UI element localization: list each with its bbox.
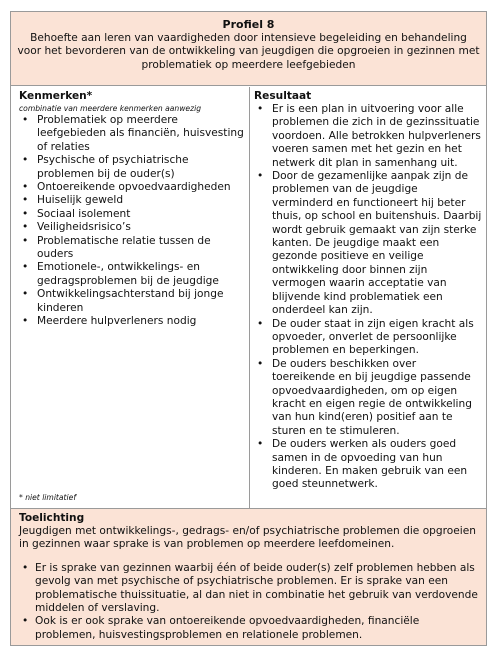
list-item: • Problematiek op meerdere leefgebieden als financiën, huisvesting of relaties xyxy=(19,114,245,154)
list-item: • De ouders werken als ouders goed samen in de opvoeding van hun kinderen. En maken gebruik van een goed steunnetwerk. xyxy=(254,438,482,492)
list-item: • Sociaal isolement xyxy=(19,208,245,221)
list-item: • Emotionele-, ontwikkelings- en gedragsproblemen bij de jeugdige xyxy=(19,261,245,288)
toelichting-section xyxy=(11,508,486,645)
list-item: • Door de gezamenlijke aanpak zijn de problemen van de jeugdige verminderd en functioneert hij beter thuis, op school en buitenshuis. Daarbij wordt gebruik gemaakt van zijn sterke kanten. De jeugdige maakt een gezonde positieve en veilige ontwikkeling door binnen zijn vermogen waarin acceptatie van blijvende kind problematiek een onderdeel kan zijn. xyxy=(254,170,482,317)
resultaat-heading: Resultaat xyxy=(254,90,312,102)
profile-header xyxy=(11,12,486,86)
list-item: • Meerdere hulpverleners nodig xyxy=(19,315,245,328)
profile-card xyxy=(10,11,487,646)
kenmerken-footnote: * niet limitatief xyxy=(19,493,76,502)
list-item: • Ontwikkelingsachterstand bij jonge kinderen xyxy=(19,288,245,315)
resultaat-column xyxy=(250,87,486,508)
toelichting-heading: Toelichting xyxy=(19,512,85,524)
kenmerken-column xyxy=(11,87,250,508)
toelichting-list xyxy=(19,562,480,642)
kenmerken-list xyxy=(19,114,245,329)
list-item: • Problematische relatie tussen de ouders xyxy=(19,235,245,262)
profile-title: Profiel 8 xyxy=(222,18,275,31)
list-item: • Er is sprake van gezinnen waarbij één of beide ouder(s) zelf problemen hebben als gevolg van met psychische of psychiatrische problemen. Er is sprake van een problematische thuissituatie, al dan niet in combinatie het gebruik van verdovende middelen of verslaving. xyxy=(19,562,480,616)
list-item: • Ontoereikende opvoedvaardigheden xyxy=(19,181,245,194)
resultaat-list xyxy=(254,103,482,492)
list-item: • Veiligheidsrisico’s xyxy=(19,221,245,234)
list-item: • Ook is er ook sprake van ontoereikende opvoedvaardigheden, financiële problemen, huisvestingsproblemen en relationele problemen. xyxy=(19,615,480,642)
profile-subtitle: Behoefte aan leren van vaardigheden door intensieve begeleiding en behandeling voor het bevorderen van de ontwikkeling van jeugdigen die opgroeien in gezinnen met problematiek op meerdere leefgebieden xyxy=(17,32,480,71)
toelichting-intro: Jeugdigen met ontwikkelings-, gedrags- en/of psychiatrische problemen die opgroeien in gezinnen waar sprake is van problemen op meerdere leefdomeinen. xyxy=(19,525,476,551)
list-item: • Huiselijk geweld xyxy=(19,194,245,207)
list-item: • De ouder staat in zijn eigen kracht als opvoeder, onverlet de persoonlijke problemen en beperkingen. xyxy=(254,318,482,358)
list-item: • Psychische of psychiatrische problemen bij de ouder(s) xyxy=(19,154,245,181)
list-item: • Er is een plan in uitvoering voor alle problemen die zich in de gezinssituatie voordoen. Alle betrokken hulpverleners voeren samen met het gezin en het netwerk dit plan in samenhang uit. xyxy=(254,103,482,170)
kenmerken-note: combinatie van meerdere kenmerken aanwezig xyxy=(19,104,202,113)
list-item: • De ouders beschikken over toereikende en bij jeugdige passende opvoedvaardigheden, om op eigen kracht en eigen regie de ontwikkeling van hun kind(eren) positief aan te sturen en te stimuleren. xyxy=(254,358,482,438)
kenmerken-heading: Kenmerken* xyxy=(19,90,93,102)
